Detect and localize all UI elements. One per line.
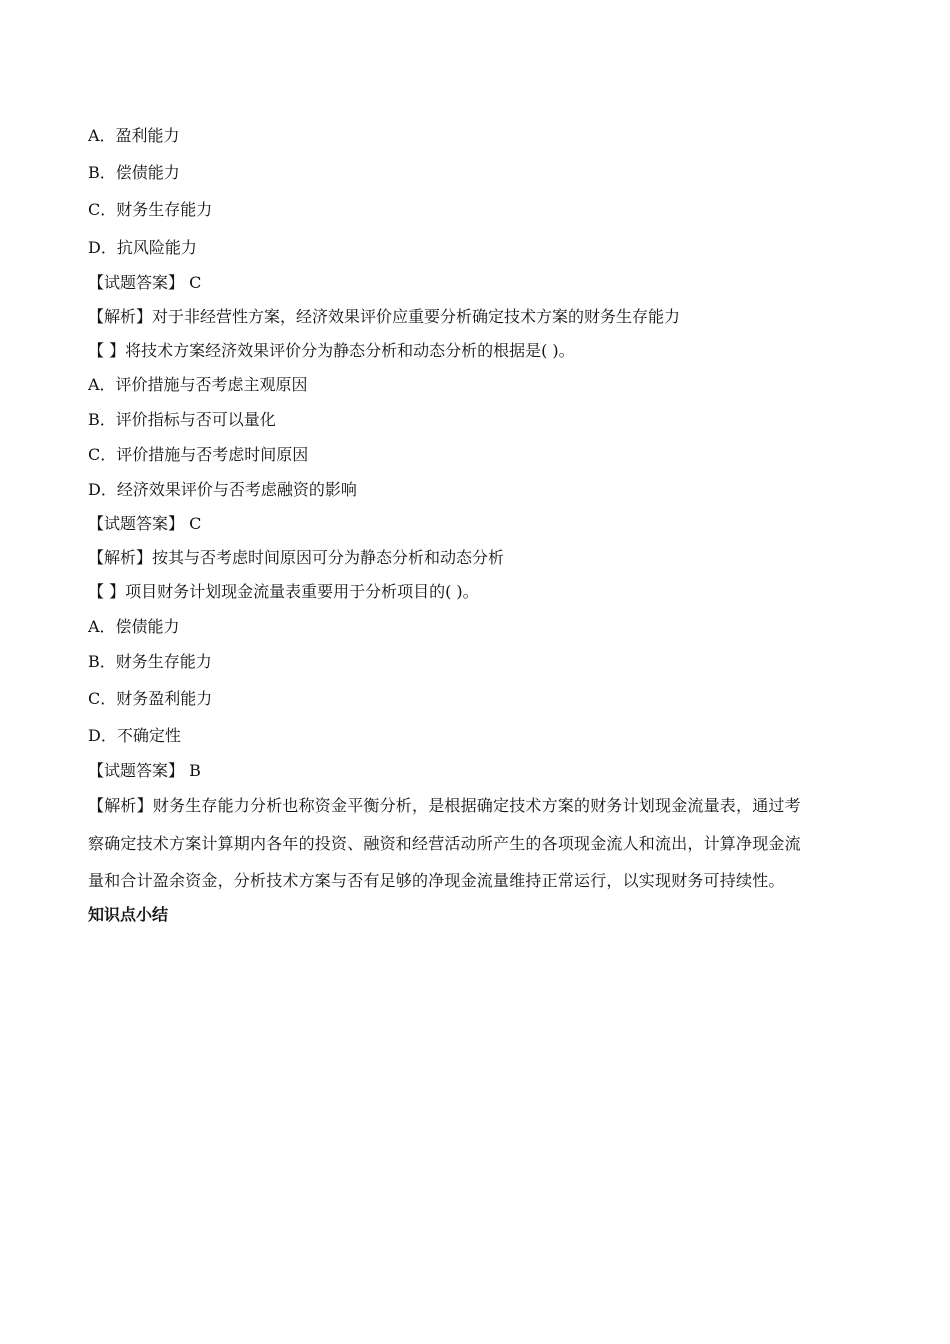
q3-stem: 【 】项目财务计划现金流量表重要用于分析项目的( )。 xyxy=(88,582,479,601)
section-heading: 知识点小结 xyxy=(88,905,169,924)
q2-option-c: C．评价措施与否考虑时间原因 xyxy=(88,445,309,464)
q2-stem: 【 】将技术方案经济效果评价分为静态分析和动态分析的根据是( )。 xyxy=(88,341,575,360)
q2-option-a: A．评价措施与否考虑主观原因 xyxy=(88,375,308,394)
q2-option-b: B．评价指标与否可以量化 xyxy=(88,410,276,429)
q2-analysis: 【解析】按其与否考虑时间原因可分为静态分析和动态分析 xyxy=(88,548,505,567)
q3-option-b: B．财务生存能力 xyxy=(88,652,212,671)
q3-option-d: D．不确定性 xyxy=(88,726,181,745)
q2-option-d: D．经济效果评价与否考虑融资的影响 xyxy=(88,480,357,499)
q2-answer: 【试题答案】 C xyxy=(88,514,202,533)
q3-analysis-line-3: 量和合计盈余资金，分析技术方案与否有足够的净现金流量维持正常运行，以实现财务可持续性。 xyxy=(88,871,785,890)
q1-answer: 【试题答案】 C xyxy=(88,273,202,292)
q1-option-c: C．财务生存能力 xyxy=(88,200,213,219)
q3-answer: 【试题答案】 B xyxy=(88,761,201,780)
q1-option-d: D．抗风险能力 xyxy=(88,238,197,257)
q3-analysis-line-1: 【解析】财务生存能力分析也称资金平衡分析，是根据确定技术方案的财务计划现金流量表，通过考 xyxy=(88,796,801,815)
q3-analysis-line-2: 察确定技术方案计算期内各年的投资、融资和经营活动所产生的各项现金流人和流出，计算净现金流 xyxy=(88,834,801,853)
q1-analysis: 【解析】对于非经营性方案，经济效果评价应重要分析确定技术方案的财务生存能力 xyxy=(88,307,681,326)
q3-option-a: A．偿债能力 xyxy=(88,617,180,636)
q1-option-a: A．盈利能力 xyxy=(88,126,180,145)
q3-option-c: C．财务盈利能力 xyxy=(88,689,213,708)
q1-option-b: B．偿债能力 xyxy=(88,163,180,182)
